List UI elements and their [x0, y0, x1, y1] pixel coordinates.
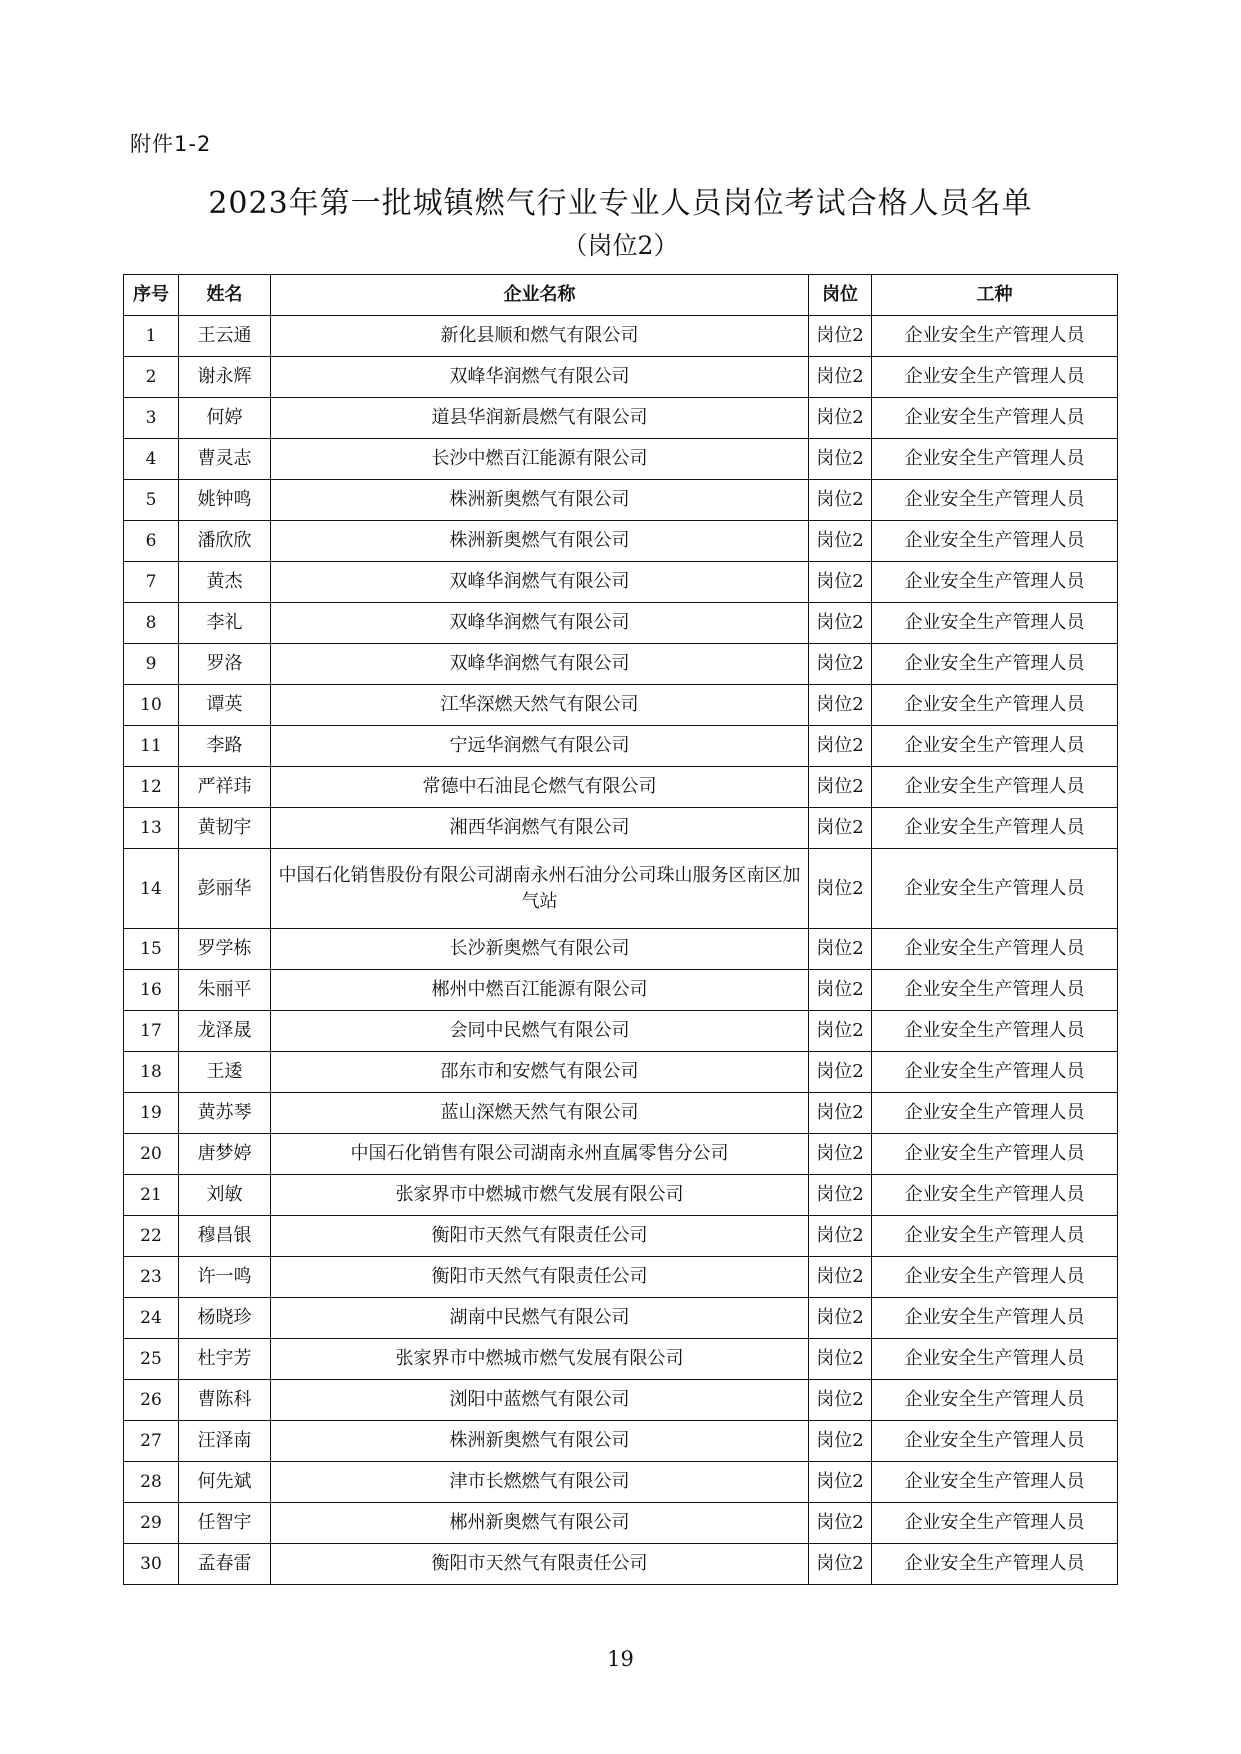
company-name: 长沙新奥燃气有限公司 [271, 929, 809, 970]
person-name: 黄杰 [179, 562, 271, 603]
table-row [124, 767, 1118, 808]
job-type: 企业安全生产管理人员 [872, 316, 1118, 357]
job-type: 企业安全生产管理人员 [872, 1503, 1118, 1544]
person-name: 黄苏琴 [179, 1093, 271, 1134]
row-index: 18 [124, 1052, 179, 1093]
job-type: 企业安全生产管理人员 [872, 398, 1118, 439]
person-name: 何先斌 [179, 1462, 271, 1503]
person-name: 潘欣欣 [179, 521, 271, 562]
company-name: 常德中石油昆仑燃气有限公司 [271, 767, 809, 808]
company-name: 衡阳市天然气有限责任公司 [271, 1216, 809, 1257]
position: 岗位2 [809, 1134, 872, 1175]
job-type: 企业安全生产管理人员 [872, 1216, 1118, 1257]
job-type: 企业安全生产管理人员 [872, 603, 1118, 644]
row-index: 1 [124, 316, 179, 357]
person-name: 王逶 [179, 1052, 271, 1093]
company-name: 道县华润新晨燃气有限公司 [271, 398, 809, 439]
person-name: 谢永辉 [179, 357, 271, 398]
table-row [124, 1257, 1118, 1298]
company-name: 会同中民燃气有限公司 [271, 1011, 809, 1052]
position: 岗位2 [809, 644, 872, 685]
company-name: 衡阳市天然气有限责任公司 [271, 1257, 809, 1298]
row-index: 17 [124, 1011, 179, 1052]
company-name: 株洲新奥燃气有限公司 [271, 1421, 809, 1462]
company-name: 宁远华润燃气有限公司 [271, 726, 809, 767]
table-row [124, 1339, 1118, 1380]
job-type: 企业安全生产管理人员 [872, 521, 1118, 562]
qualified-personnel-table [123, 274, 1118, 1585]
job-type: 企业安全生产管理人员 [872, 1257, 1118, 1298]
job-type: 企业安全生产管理人员 [872, 439, 1118, 480]
position: 岗位2 [809, 1380, 872, 1421]
table-row [124, 929, 1118, 970]
company-name: 蓝山深燃天然气有限公司 [271, 1093, 809, 1134]
person-name: 罗学栋 [179, 929, 271, 970]
page-subtitle: （岗位2） [562, 231, 679, 260]
row-index: 9 [124, 644, 179, 685]
position: 岗位2 [809, 562, 872, 603]
company-name: 株洲新奥燃气有限公司 [271, 521, 809, 562]
row-index: 15 [124, 929, 179, 970]
person-name: 穆昌银 [179, 1216, 271, 1257]
row-index: 7 [124, 562, 179, 603]
table-row [124, 1093, 1118, 1134]
company-name: 新化县顺和燃气有限公司 [271, 316, 809, 357]
company-name: 津市长燃燃气有限公司 [271, 1462, 809, 1503]
job-type: 企业安全生产管理人员 [872, 1298, 1118, 1339]
row-index: 21 [124, 1175, 179, 1216]
position: 岗位2 [809, 1011, 872, 1052]
position: 岗位2 [809, 1052, 872, 1093]
job-type: 企业安全生产管理人员 [872, 357, 1118, 398]
row-index: 10 [124, 685, 179, 726]
table-row [124, 1011, 1118, 1052]
row-index: 20 [124, 1134, 179, 1175]
row-index: 2 [124, 357, 179, 398]
table-row [124, 439, 1118, 480]
row-index: 16 [124, 970, 179, 1011]
person-name: 许一鸣 [179, 1257, 271, 1298]
page-number: 19 [607, 1647, 634, 1671]
row-index: 4 [124, 439, 179, 480]
position: 岗位2 [809, 398, 872, 439]
company-name: 双峰华润燃气有限公司 [271, 644, 809, 685]
job-type: 企业安全生产管理人员 [872, 1421, 1118, 1462]
job-type: 企业安全生产管理人员 [872, 1052, 1118, 1093]
table-row [124, 970, 1118, 1011]
person-name: 谭英 [179, 685, 271, 726]
company-name: 郴州中燃百江能源有限公司 [271, 970, 809, 1011]
job-type: 企业安全生产管理人员 [872, 480, 1118, 521]
position: 岗位2 [809, 1093, 872, 1134]
job-type: 企业安全生产管理人员 [872, 644, 1118, 685]
person-name: 唐梦婷 [179, 1134, 271, 1175]
position: 岗位2 [809, 808, 872, 849]
company-name: 邵东市和安燃气有限公司 [271, 1052, 809, 1093]
position: 岗位2 [809, 1462, 872, 1503]
row-index: 28 [124, 1462, 179, 1503]
job-type: 企业安全生产管理人员 [872, 1093, 1118, 1134]
table-row [124, 1052, 1118, 1093]
table-header-row [124, 275, 1118, 316]
table-row [124, 316, 1118, 357]
person-name: 罗洛 [179, 644, 271, 685]
row-index: 11 [124, 726, 179, 767]
table-row [124, 685, 1118, 726]
row-index: 29 [124, 1503, 179, 1544]
company-name: 株洲新奥燃气有限公司 [271, 480, 809, 521]
company-name: 双峰华润燃气有限公司 [271, 357, 809, 398]
job-type: 企业安全生产管理人员 [872, 1134, 1118, 1175]
position: 岗位2 [809, 1503, 872, 1544]
job-type: 企业安全生产管理人员 [872, 1175, 1118, 1216]
row-index: 13 [124, 808, 179, 849]
table-row [124, 1421, 1118, 1462]
job-type: 企业安全生产管理人员 [872, 970, 1118, 1011]
row-index: 19 [124, 1093, 179, 1134]
table-row [124, 1503, 1118, 1544]
person-name: 任智宇 [179, 1503, 271, 1544]
position: 岗位2 [809, 439, 872, 480]
company-name: 湘西华润燃气有限公司 [271, 808, 809, 849]
table-row [124, 726, 1118, 767]
row-index: 26 [124, 1380, 179, 1421]
position: 岗位2 [809, 603, 872, 644]
position: 岗位2 [809, 1216, 872, 1257]
position: 岗位2 [809, 1175, 872, 1216]
person-name: 曹灵志 [179, 439, 271, 480]
table-row [124, 480, 1118, 521]
job-type: 企业安全生产管理人员 [872, 1339, 1118, 1380]
row-index: 5 [124, 480, 179, 521]
table-row [124, 398, 1118, 439]
table-row [124, 562, 1118, 603]
job-type: 企业安全生产管理人员 [872, 562, 1118, 603]
position: 岗位2 [809, 685, 872, 726]
person-name: 王云通 [179, 316, 271, 357]
table-row [124, 1544, 1118, 1585]
person-name: 龙泽晟 [179, 1011, 271, 1052]
row-index: 23 [124, 1257, 179, 1298]
row-index: 24 [124, 1298, 179, 1339]
table-body [124, 316, 1118, 1585]
position: 岗位2 [809, 521, 872, 562]
company-name: 长沙中燃百江能源有限公司 [271, 439, 809, 480]
table-row [124, 1298, 1118, 1339]
person-name: 黄韧宇 [179, 808, 271, 849]
company-name: 郴州新奥燃气有限公司 [271, 1503, 809, 1544]
person-name: 何婷 [179, 398, 271, 439]
table-row [124, 849, 1118, 929]
job-type: 企业安全生产管理人员 [872, 767, 1118, 808]
job-type: 企业安全生产管理人员 [872, 1544, 1118, 1585]
table-row [124, 1216, 1118, 1257]
company-name: 湖南中民燃气有限公司 [271, 1298, 809, 1339]
person-name: 孟春雷 [179, 1544, 271, 1585]
table-row [124, 603, 1118, 644]
position: 岗位2 [809, 767, 872, 808]
position: 岗位2 [809, 726, 872, 767]
position: 岗位2 [809, 929, 872, 970]
column-header-job-type: 工种 [872, 275, 1118, 316]
row-index: 27 [124, 1421, 179, 1462]
company-name: 双峰华润燃气有限公司 [271, 603, 809, 644]
table-row [124, 1462, 1118, 1503]
position: 岗位2 [809, 1339, 872, 1380]
row-index: 14 [124, 849, 179, 929]
person-name: 杜宇芳 [179, 1339, 271, 1380]
row-index: 12 [124, 767, 179, 808]
position: 岗位2 [809, 1421, 872, 1462]
position: 岗位2 [809, 480, 872, 521]
page-title: 2023年第一批城镇燃气行业专业人员岗位考试合格人员名单 [208, 186, 1033, 221]
company-name: 张家界市中燃城市燃气发展有限公司 [271, 1339, 809, 1380]
person-name: 彭丽华 [179, 849, 271, 929]
position: 岗位2 [809, 1298, 872, 1339]
person-name: 姚钟鸣 [179, 480, 271, 521]
job-type: 企业安全生产管理人员 [872, 808, 1118, 849]
attachment-label: 附件1-2 [130, 132, 212, 156]
person-name: 汪泽南 [179, 1421, 271, 1462]
person-name: 刘敏 [179, 1175, 271, 1216]
column-header-company: 企业名称 [271, 275, 809, 316]
column-header-position: 岗位 [809, 275, 872, 316]
position: 岗位2 [809, 849, 872, 929]
table-row [124, 808, 1118, 849]
table-row [124, 1380, 1118, 1421]
person-name: 曹陈科 [179, 1380, 271, 1421]
table-row [124, 357, 1118, 398]
person-name: 杨晓珍 [179, 1298, 271, 1339]
row-index: 3 [124, 398, 179, 439]
job-type: 企业安全生产管理人员 [872, 929, 1118, 970]
position: 岗位2 [809, 357, 872, 398]
person-name: 李路 [179, 726, 271, 767]
row-index: 30 [124, 1544, 179, 1585]
job-type: 企业安全生产管理人员 [872, 1011, 1118, 1052]
position: 岗位2 [809, 970, 872, 1011]
position: 岗位2 [809, 316, 872, 357]
job-type: 企业安全生产管理人员 [872, 1380, 1118, 1421]
column-header-name: 姓名 [179, 275, 271, 316]
row-index: 8 [124, 603, 179, 644]
person-name: 严祥玮 [179, 767, 271, 808]
table-row [124, 644, 1118, 685]
company-name: 浏阳中蓝燃气有限公司 [271, 1380, 809, 1421]
person-name: 李礼 [179, 603, 271, 644]
person-name: 朱丽平 [179, 970, 271, 1011]
company-name: 江华深燃天然气有限公司 [271, 685, 809, 726]
company-name: 中国石化销售股份有限公司湖南永州石油分公司珠山服务区南区加气站 [271, 849, 809, 929]
job-type: 企业安全生产管理人员 [872, 1462, 1118, 1503]
job-type: 企业安全生产管理人员 [872, 726, 1118, 767]
company-name: 衡阳市天然气有限责任公司 [271, 1544, 809, 1585]
position: 岗位2 [809, 1544, 872, 1585]
position: 岗位2 [809, 1257, 872, 1298]
column-header-index: 序号 [124, 275, 179, 316]
job-type: 企业安全生产管理人员 [872, 849, 1118, 929]
company-name: 张家界市中燃城市燃气发展有限公司 [271, 1175, 809, 1216]
row-index: 22 [124, 1216, 179, 1257]
row-index: 6 [124, 521, 179, 562]
job-type: 企业安全生产管理人员 [872, 685, 1118, 726]
company-name: 中国石化销售有限公司湖南永州直属零售分公司 [271, 1134, 809, 1175]
row-index: 25 [124, 1339, 179, 1380]
company-name: 双峰华润燃气有限公司 [271, 562, 809, 603]
table-row [124, 521, 1118, 562]
table-row [124, 1175, 1118, 1216]
table-row [124, 1134, 1118, 1175]
